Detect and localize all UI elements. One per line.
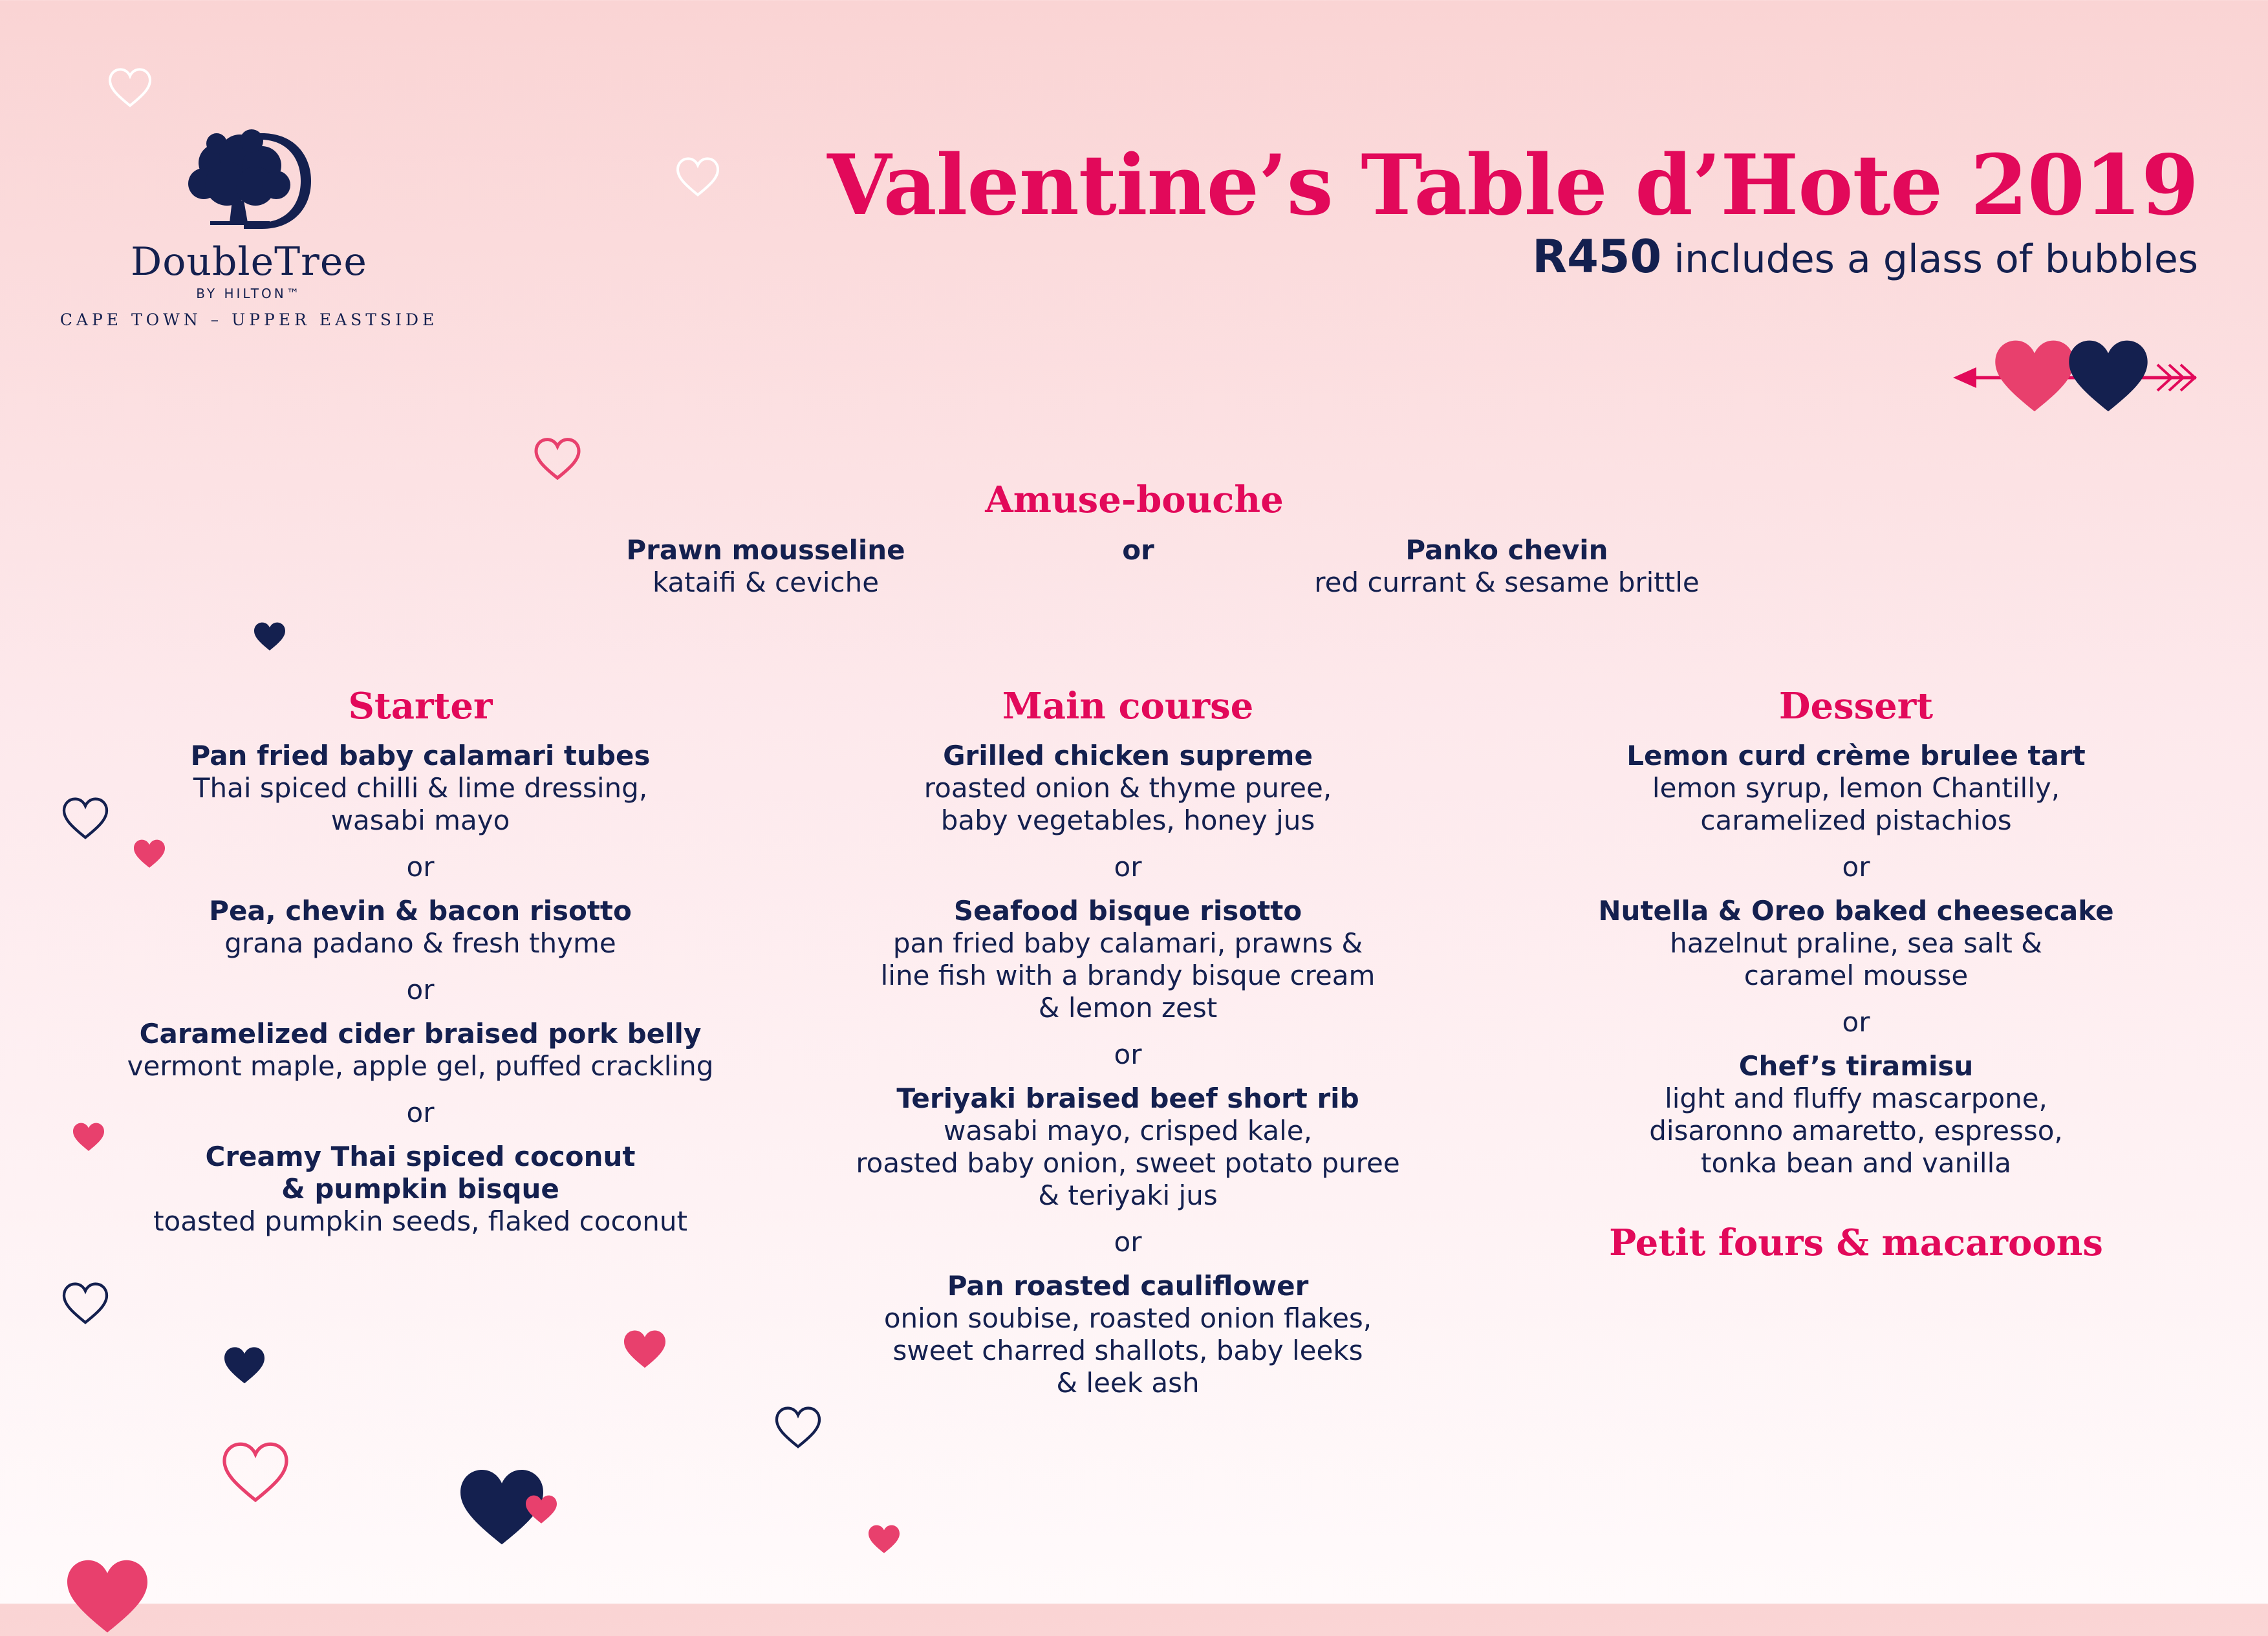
dish-name: & pumpkin bisque [281,1173,559,1205]
or-divider: or [1122,534,1154,566]
outline-heart-icon [107,67,153,107]
menu-item [805,895,1451,1024]
amuse-bouche-option-right [1229,534,1785,599]
or-divider: or [1114,1226,1142,1258]
menu-item [91,1141,750,1238]
menu-item [805,1270,1451,1399]
menu-item [1533,740,2179,837]
dessert-title: Dessert [1778,685,1934,727]
dish-name: Pea, chevin & bacon risotto [209,895,632,927]
page-title: Valentine’s Table d’Hote 2019 [827,137,2198,234]
dish-description: baby vegetables, honey jus [940,804,1315,836]
solid-heart-icon [867,1523,902,1555]
dish-description: grana padano & fresh thyme [224,927,616,959]
dish-description: light and fluffy mascarpone, [1665,1082,2047,1114]
menu-item [91,895,750,960]
doubletree-logo [59,129,438,329]
starter-column [91,683,750,1238]
dish-name: Seafood bisque risotto [953,895,1302,927]
petit-fours-title: Petit fours & macaroons [1609,1222,2103,1264]
menu-item [805,1082,1451,1212]
dish-name: Prawn mousseline [626,534,905,566]
cupid-arrow-hearts-icon [1950,334,2203,418]
dish-description: wasabi mayo [330,804,510,836]
outline-heart-icon [775,1406,821,1448]
menu-item [1533,1050,2179,1179]
solid-heart-icon [622,1328,667,1370]
menu-item [91,1018,750,1082]
dish-description: pan fried baby calamari, prawns & [892,927,1363,959]
or-divider: or [406,1097,435,1128]
dish-description: red currant & sesame brittle [1314,566,1700,598]
or-divider: or [406,974,435,1006]
logo-by-hilton: BY HILTON™ [196,286,302,301]
dish-name: Caramelized cider braised pork belly [139,1018,702,1049]
logo-brand-text: DoubleTree [131,239,367,285]
solid-heart-icon [63,1556,151,1636]
dish-name: Lemon curd crème brulee tart [1626,740,2086,771]
dish-description: kataifi & ceviche [652,566,880,598]
or-divider: or [1114,1039,1142,1070]
or-divider: or [1842,851,1870,883]
dish-description: wasabi mayo, crisped kale, [944,1115,1312,1146]
or-divider: or [406,851,435,883]
outline-heart-icon [221,1441,290,1503]
dish-description: & leek ash [1056,1367,1200,1399]
solid-heart-icon [222,1345,266,1385]
main-course-column [805,683,1451,1399]
dish-description: caramelized pistachios [1700,804,2012,836]
dish-description: lemon syrup, lemon Chantilly, [1652,772,2060,804]
menu-item [91,740,750,837]
dish-name: Panko chevin [1405,534,1608,566]
price-line [1532,230,2198,283]
logo-location: CAPE TOWN – UPPER EASTSIDE [59,310,438,329]
outline-heart-icon [62,1282,109,1324]
dish-description: roasted baby onion, sweet potato puree [856,1147,1400,1179]
or-divider: or [1842,1006,1870,1038]
price: R450 [1532,230,1662,283]
dish-name: Chef’s tiramisu [1738,1050,1974,1082]
dish-description: disaronno amaretto, espresso, [1649,1115,2063,1146]
dessert-column [1533,683,2179,1276]
dish-description: roasted onion & thyme puree, [923,772,1332,804]
dish-description: toasted pumpkin seeds, flaked coconut [153,1205,687,1237]
amuse-bouche-option-left [572,534,960,599]
tree-d-logo-icon [184,129,314,233]
amuse-bouche-title: Amuse-bouche [985,479,1284,521]
dish-description: onion soubise, roasted onion flakes, [883,1302,1372,1334]
dish-description: tonka bean and vanilla [1701,1147,2011,1179]
dish-description: vermont maple, apple gel, puffed crackling [127,1050,714,1082]
dish-description: & lemon zest [1038,992,1218,1024]
or-divider: or [1114,851,1142,883]
dish-name: Pan roasted cauliflower [947,1270,1309,1302]
dish-name: Creamy Thai spiced coconut [205,1141,636,1172]
dish-description: line fish with a brandy bisque cream [880,960,1376,991]
starter-title: Starter [348,685,493,727]
dish-name: Teriyaki braised beef short rib [896,1082,1359,1114]
dish-description: sweet charred shallots, baby leeks [892,1335,1363,1366]
outline-heart-icon [675,156,720,197]
main-course-title: Main course [1002,685,1254,727]
menu-item [805,740,1451,837]
dish-name: Grilled chicken supreme [943,740,1313,771]
menu-item [1533,895,2179,992]
dish-name: Pan fried baby calamari tubes [190,740,651,771]
dish-description: hazelnut praline, sea salt & [1670,927,2042,959]
outline-heart-icon [534,437,581,480]
solid-heart-icon [524,1494,559,1525]
dish-name: Nutella & Oreo baked cheesecake [1598,895,2114,927]
dish-description: Thai spiced chilli & lime dressing, [193,772,648,804]
solid-heart-icon [252,621,287,652]
price-note: includes a glass of bubbles [1674,237,2198,282]
dish-description: caramel mousse [1744,960,1969,991]
dish-description: & teriyaki jus [1038,1179,1218,1211]
